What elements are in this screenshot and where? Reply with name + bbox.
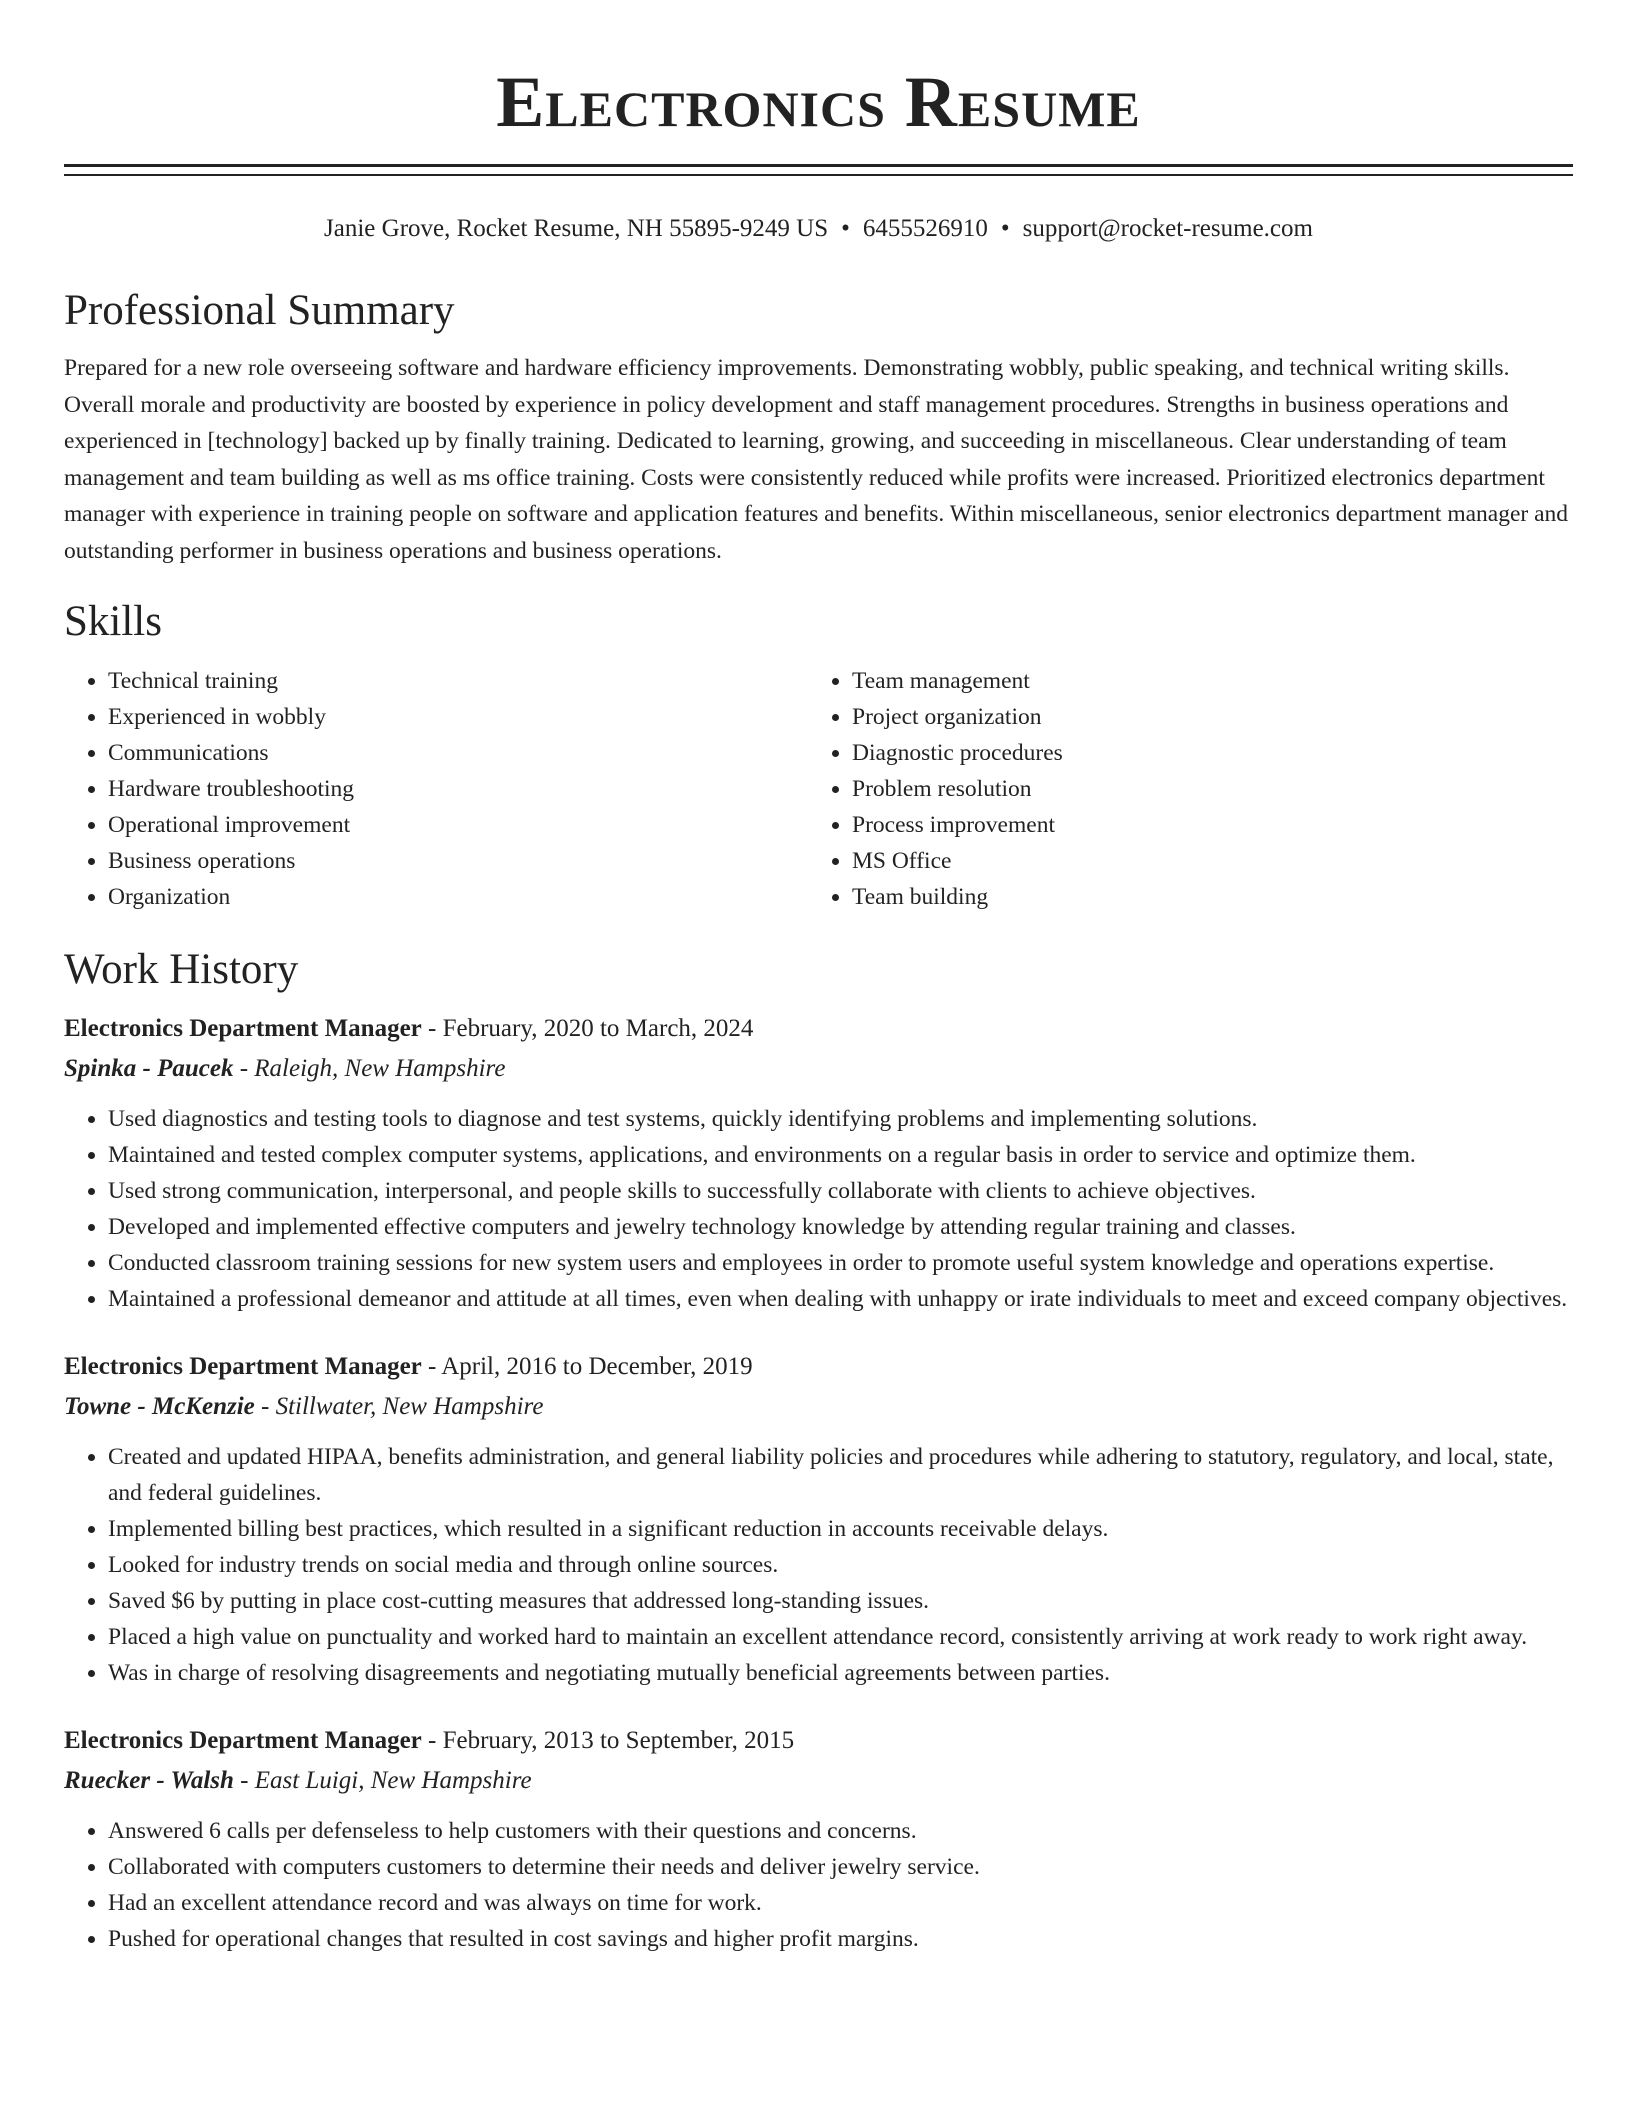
contact-line [64,212,1573,246]
job-dash: - [421,1727,443,1754]
job-duty-item: • Maintained and tested complex computer systems, applications, and environments on a regular basis in order to service and optimize them. [108,1137,1573,1173]
job-company-line [64,1387,1573,1427]
contact-email: support@rocket-resume.com [1022,215,1313,242]
contact-address: Janie Grove, Rocket Resume, NH 55895-9249 US [324,215,829,242]
job-location: Stillwater, New Hampshire [275,1393,544,1420]
job-location: Raleigh, New Hampshire [254,1055,506,1082]
job-title: Electronics Department Manager [64,1015,422,1042]
work-history-heading: Work History [64,946,299,993]
skill-item: • MS Office [852,843,1552,879]
job-duties-list [64,1101,1573,1317]
job-duty-item: • Maintained a professional demeanor and attitude at all times, even when dealing with unhappy or irate individuals to meet and exceed company objectives. [108,1281,1573,1317]
job-duty-item: • Pushed for operational changes that resulted in cost savings and higher profit margins. [108,1921,1573,1957]
summary-text: Prepared for a new role overseeing software and hardware efficiency improvements. Demonstrating wobbly, public speaking, and technical writing skills. Overall morale and productivity are boosted by experience in policy development and staff management procedures. Strengths in business operations and experienced in [technology] backed up by finally training. Dedicated to learning, growing, and succeeding in miscellaneous. Clear understanding of team management and team building as well as ms office training. Costs were consistently reduced while profits were increased. Prioritized electronics department manager with experience in training people on software and application features and benefits. Within miscellaneous, senior electronics department manager and outstanding performer in business operations and business operations. [64,355,1569,564]
title-divider-thin [64,174,1573,176]
skill-item: • Operational improvement [108,807,808,843]
job-duty-item: • Collaborated with computers customers to determine their needs and deliver jewelry service. [108,1849,1573,1885]
job-duty-item: • Answered 6 calls per defenseless to help customers with their questions and concerns. [108,1813,1573,1849]
job-duty-item: • Implemented billing best practices, which resulted in a significant reduction in accounts receivable delays. [108,1511,1573,1547]
job-duty-item: • Looked for industry trends on social media and through online sources. [108,1547,1573,1583]
job-entry [64,1721,1573,1957]
job-company-line [64,1761,1573,1801]
resume-title: Electronics Resume [496,62,1141,142]
skill-item: • Organization [108,879,808,915]
skill-item: • Problem resolution [852,771,1552,807]
job-duty-item: • Conducted classroom training sessions for new system users and employees in order to promote useful system knowledge and operations expertise. [108,1245,1573,1281]
work-history-list [64,1009,1573,1957]
skills-column-right [808,663,1552,915]
job-dash: - [233,1055,255,1082]
skill-item: • Hardware troubleshooting [108,771,808,807]
job-entry [64,1347,1573,1691]
job-title: Electronics Department Manager [64,1353,422,1380]
summary-heading: Professional Summary [64,287,455,334]
skill-item: • Experienced in wobbly [108,699,808,735]
job-company-line [64,1049,1573,1089]
job-entry [64,1009,1573,1317]
job-duty-item: • Developed and implemented effective computers and jewelry technology knowledge by attending regular training and classes. [108,1209,1573,1245]
job-duty-item: • Saved $6 by putting in place cost-cutting measures that addressed long-standing issues. [108,1583,1573,1619]
job-duty-item: • Had an excellent attendance record and was always on time for work. [108,1885,1573,1921]
skill-item: • Project organization [852,699,1552,735]
job-duty-item: • Used diagnostics and testing tools to diagnose and test systems, quickly identifying problems and implementing solutions. [108,1101,1573,1137]
job-duties-list [64,1439,1573,1691]
skill-item: • Communications [108,735,808,771]
job-duty-item: • Used strong communication, interpersonal, and people skills to successfully collaborate with clients to achieve objectives. [108,1173,1573,1209]
job-dates: February, 2013 to September, 2015 [442,1727,795,1754]
job-location: East Luigi, New Hampshire [254,1767,532,1794]
job-duty-item: • Created and updated HIPAA, benefits administration, and general liability policies and procedures while adhering to statutory, regulatory, and local, state, and federal guidelines. [108,1439,1573,1511]
job-dates: April, 2016 to December, 2019 [441,1353,753,1380]
job-dash: - [421,1015,443,1042]
skills-heading: Skills [64,598,162,645]
skill-item: • Diagnostic procedures [852,735,1552,771]
job-title: Electronics Department Manager [64,1727,422,1754]
job-dash: - [233,1767,255,1794]
skills-column-left [64,663,808,915]
job-company: Ruecker - Walsh [64,1767,234,1794]
resume-page [64,0,1573,1957]
contact-phone: 6455526910 [862,215,988,242]
job-dates: February, 2020 to March, 2024 [442,1015,754,1042]
job-duties-list [64,1813,1573,1957]
job-company: Spinka - Paucek [64,1055,234,1082]
job-title-line [64,1347,1573,1387]
job-title-line [64,1721,1573,1761]
job-dash: - [421,1353,442,1380]
skill-item: • Team building [852,879,1552,915]
skill-item: • Business operations [108,843,808,879]
skill-item: • Team management [852,663,1552,699]
contact-separator: • [1000,215,1010,242]
job-title-line [64,1009,1573,1049]
title-divider-thick [64,164,1573,167]
job-company: Towne - McKenzie [64,1393,255,1420]
skill-item: • Technical training [108,663,808,699]
job-dash: - [254,1393,276,1420]
job-duty-item: • Placed a high value on punctuality and worked hard to maintain an excellent attendance record, consistently arriving at work ready to work right away. [108,1619,1573,1655]
contact-separator: • [841,215,850,242]
skill-item: • Process improvement [852,807,1552,843]
skills-list [64,663,1573,915]
job-duty-item: • Was in charge of resolving disagreements and negotiating mutually beneficial agreements between parties. [108,1655,1573,1691]
